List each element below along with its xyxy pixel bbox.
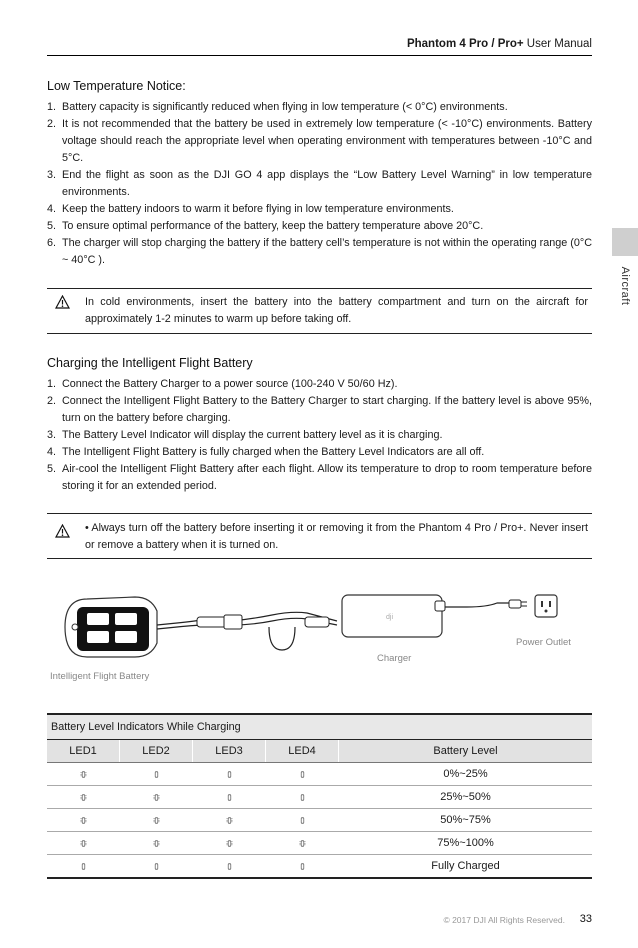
power-outlet-icon — [535, 595, 557, 617]
list-item-text: Connect the Intelligent Flight Battery to the Battery Charger to start charging. If the battery level is above 95%, turn on the battery before charging. — [62, 395, 592, 424]
note-cold-environment — [47, 288, 592, 334]
led-blinking-icon — [153, 792, 160, 803]
led-cell — [120, 832, 193, 855]
list-item — [47, 393, 592, 427]
note-battery-power — [47, 513, 592, 559]
battery-level-cell: 50%~75% — [339, 809, 593, 832]
led-off-icon — [226, 769, 233, 780]
list-item-number: 5. — [47, 463, 57, 475]
battery-illustration — [65, 597, 157, 657]
led-cell — [266, 855, 339, 879]
table-row — [47, 855, 592, 879]
led-cell — [120, 809, 193, 832]
list-item-number: 5. — [47, 220, 57, 232]
header-doc: User Manual — [526, 38, 592, 50]
led-blinking-icon — [299, 838, 306, 849]
list-item-text: To ensure optimal performance of the battery, keep the battery temperature above 20°C. — [62, 220, 484, 232]
list-item-number: 2. — [47, 395, 57, 407]
led-cell — [266, 763, 339, 786]
led-cell — [193, 786, 266, 809]
led-off-icon — [80, 861, 87, 872]
list-item-number: 1. — [47, 378, 57, 390]
led-blinking-icon — [80, 792, 87, 803]
list-item — [47, 235, 592, 269]
list-item — [47, 376, 592, 393]
header-product: Phantom 4 Pro / Pro+ — [406, 38, 524, 50]
list-item — [47, 218, 592, 235]
table-row — [47, 809, 592, 832]
list-item — [47, 99, 592, 116]
led-blinking-icon — [80, 838, 87, 849]
led-off-icon — [153, 769, 160, 780]
battery-level-table — [47, 713, 592, 879]
note-cold-text: In cold environments, insert the battery into the battery compartment and turn on the aircraft for approximately 1-2 minutes to warm up before taking off. — [85, 296, 588, 325]
list-item — [47, 461, 592, 495]
list-item — [47, 201, 592, 218]
led-off-icon — [226, 792, 233, 803]
led-off-icon — [153, 861, 160, 872]
led-cell — [47, 763, 120, 786]
warning-icon — [55, 295, 70, 309]
list-item-text: It is not recommended that the battery be used in extremely low temperature (< -10°C) environments. Battery voltage should reach the appropriate level when operating environment with temperatures between -10°C and 5°C. — [62, 118, 592, 164]
list-item — [47, 116, 592, 167]
list-item-number: 4. — [47, 446, 57, 458]
table-row — [47, 763, 592, 786]
header-rule — [47, 55, 592, 56]
list-item — [47, 427, 592, 444]
led-cell — [266, 832, 339, 855]
list-item-text: Battery capacity is significantly reduced when flying in low temperature (< 0°C) environments. — [62, 101, 508, 113]
led-off-icon — [299, 861, 306, 872]
list-item-number: 1. — [47, 101, 57, 113]
led-cell — [47, 832, 120, 855]
battery-label: Intelligent Flight Battery — [50, 671, 150, 682]
battery-level-cell: 25%~50% — [339, 786, 593, 809]
led-blinking-icon — [153, 838, 160, 849]
list-item-text: End the flight as soon as the DJI GO 4 app displays the “Low Battery Level Warning” in low temperature environments. — [62, 169, 592, 198]
svg-text:dji: dji — [386, 614, 394, 621]
led-cell — [266, 809, 339, 832]
table-caption: Battery Level Indicators While Charging — [47, 714, 592, 740]
led-off-icon — [299, 769, 306, 780]
charging-diagram — [47, 585, 592, 690]
footer-copyright: © 2017 DJI All Rights Reserved. — [443, 915, 565, 925]
list-item-text: Air-cool the Intelligent Flight Battery after each flight. Allow its temperature to drop to room temperature before storing it for an extended period. — [62, 463, 592, 492]
list-item-number: 4. — [47, 203, 57, 215]
low-temp-list — [47, 99, 592, 269]
side-tab-marker — [612, 228, 638, 256]
list-item-text: The Intelligent Flight Battery is fully charged when the Battery Level Indicators are all off. — [62, 446, 485, 458]
table-header-cell: LED1 — [47, 740, 120, 763]
led-blinking-icon — [153, 815, 160, 826]
list-item-number: 3. — [47, 169, 57, 181]
low-temp-title: Low Temperature Notice: — [47, 79, 186, 93]
led-cell — [266, 786, 339, 809]
led-blinking-icon — [226, 838, 233, 849]
led-cell — [193, 763, 266, 786]
list-item-text: Connect the Battery Charger to a power source (100-240 V 50/60 Hz). — [62, 378, 398, 390]
led-cell — [193, 832, 266, 855]
charging-diagram-art — [47, 585, 592, 665]
led-blinking-icon — [226, 815, 233, 826]
table-row — [47, 832, 592, 855]
table-header-cell: LED3 — [193, 740, 266, 763]
running-header — [407, 38, 592, 50]
list-item-number: 6. — [47, 237, 57, 249]
led-cell — [47, 855, 120, 879]
led-cell — [120, 855, 193, 879]
battery-level-cell: 0%~25% — [339, 763, 593, 786]
list-item-text: The charger will stop charging the battery if the battery cell’s temperature is not within the operating range (0°C ~ 40°C ). — [62, 237, 592, 266]
page-number: 33 — [579, 913, 592, 925]
led-cell — [120, 786, 193, 809]
table-header-cell: Battery Level — [339, 740, 593, 763]
charging-title: Charging the Intelligent Flight Battery — [47, 356, 253, 370]
led-blinking-icon — [80, 815, 87, 826]
charging-list — [47, 376, 592, 495]
led-cell — [47, 786, 120, 809]
charger-label: Charger — [377, 653, 412, 664]
battery-level-cell: 75%~100% — [339, 832, 593, 855]
list-item-text: Keep the battery indoors to warm it before flying in low temperature environments. — [62, 203, 454, 215]
list-item-number: 2. — [47, 118, 57, 130]
led-cell — [193, 855, 266, 879]
outlet-label: Power Outlet — [516, 637, 571, 648]
note-battery-text: • Always turn off the battery before inserting it or removing it from the Phantom 4 Pro / Pro+. Never insert or remove a battery when it is turned on. — [85, 522, 588, 551]
list-item-text: The Battery Level Indicator will display the current battery level as it is charging. — [62, 429, 443, 441]
list-item-number: 3. — [47, 429, 57, 441]
led-cell — [47, 809, 120, 832]
battery-level-cell: Fully Charged — [339, 855, 593, 879]
led-cell — [120, 763, 193, 786]
warning-icon — [55, 524, 70, 538]
led-blinking-icon — [80, 769, 87, 780]
list-item — [47, 444, 592, 461]
led-off-icon — [299, 815, 306, 826]
charger-illustration — [342, 595, 442, 637]
led-off-icon — [299, 792, 306, 803]
table-row — [47, 786, 592, 809]
table-header-cell: LED2 — [120, 740, 193, 763]
led-cell — [193, 809, 266, 832]
side-tab-label: Aircraft — [619, 266, 631, 306]
table-header-cell: LED4 — [266, 740, 339, 763]
list-item — [47, 167, 592, 201]
led-off-icon — [226, 861, 233, 872]
table-header-row — [47, 740, 592, 763]
